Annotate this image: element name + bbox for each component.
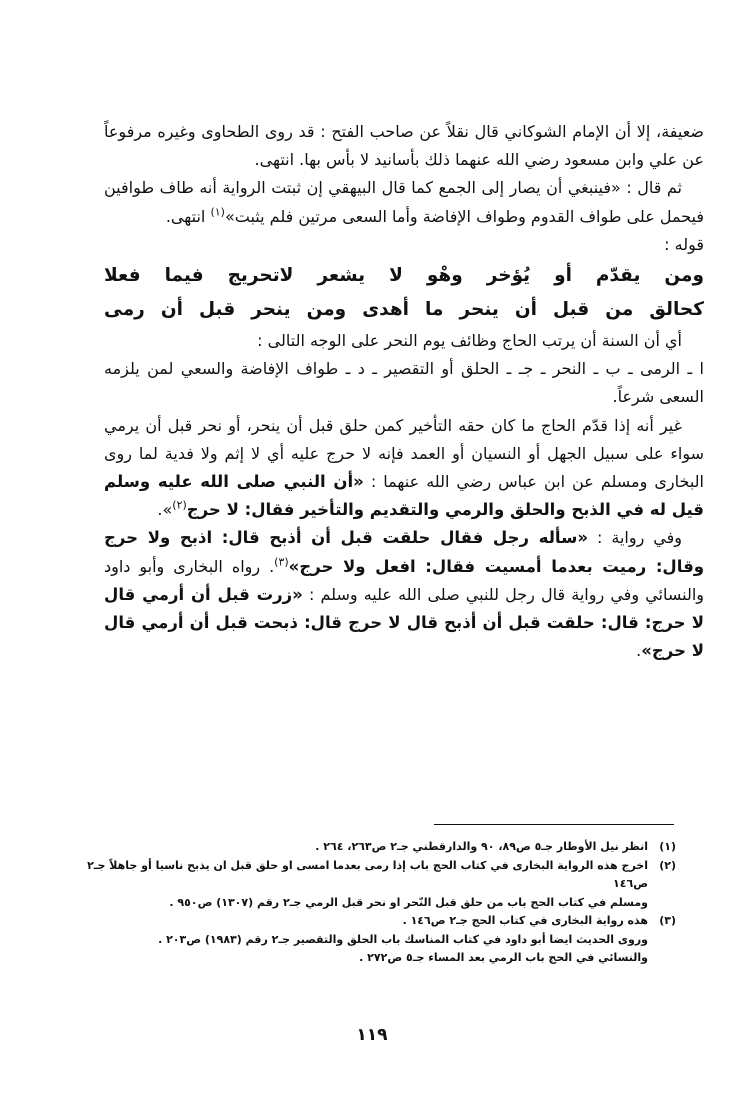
hadith-quote-3: «زرت قبل أن أرمي قال لا حرج: قال: حلقت قبل أن أذبح قال لا حرج قال: ذبحت قبل أن أرمي قال لا حرج» [104,584,704,661]
paragraph-4: ا ـ الرمى ـ ب ـ النحر ـ جـ ـ الحلق أو التقصير ـ د ـ طواف الإفاضة والسعي لمن يلزمه السعى شرعاً. [104,359,704,407]
paragraph-2-text: ثم قال : «فينبغي أن يصار إلى الجمع كما قال البيهقي إن ثبتت الرواية أنه طاف طوافين فيحمل على طواف القدوم وطواف الإفاضة وأما السعى مرتين فلم يثبت» [104,178,704,226]
hadith-quote-2: «سأله رجل فقال حلقت قبل أن أذبح قال: اذبح ولا حرج وقال: رميت بعدما أمسيت فقال: افعل ولا حرج» [104,528,704,576]
paragraph-3: أي أن السنة أن يرتب الحاج وظائف يوم النحر على الوجه التالى : [257,331,682,351]
paragraph-5 [104,412,704,525]
quote-label: قوله : [664,234,704,254]
footnote-number: (١) [659,840,676,853]
verse-line-1: ومن يقدّم أو يُؤخر وهْو لا يشعر لاتحريج فيما فعلا [104,265,704,287]
footnote-ref-3: (٣) [274,555,289,569]
footnote-1 [80,838,676,857]
page-number: ١١٩ [356,1025,388,1045]
verse-line-2: كحالق من قبل أن ينحر ما أهدى ومن ينحر قبل أن رمى [104,299,704,321]
footnote-3-continued: وروى الحديث ايضا أبو داود في كتاب المناسك باب الحلق والتقصير جـ٢ رقم (١٩٨٣) ص٢٠٣ . [158,932,648,946]
footnote-text: هذه رواية البخارى في كتاب الحج جـ٢ ص١٤٦ . [402,914,648,927]
footnote-3 [80,912,676,931]
paragraph-6-mid: . رواه البخارى وأبو داود والنسائي وفي رواية قال رجل للنبي صلى الله عليه وسلم : [104,556,705,604]
main-text [104,118,704,665]
paragraph-5-text: غير أنه إذا قدّم الحاج ما كان حقه التأخير كمن حلق قبل أن ينحر، أو نحر قبل أن يرمي سواء على سبيل الجهل أو النسيان أو العمد فإنه لا حرج عليه أي لا إثم ولا فدية لما روى البخارى ومسلم عن ابن عباس رضي الله عنهما : [104,415,704,492]
paragraph-6 [104,524,704,665]
footnote-text: اخرج هذه الرواية البخارى في كتاب الحج باب إذا رمى بعدما امسى او حلق قبل ان يذبح ناسيا أو جاهلاً جـ٢ ص١٤٦ [87,858,648,890]
footnote-text: انظر نيل الأوطار جـ٥ ص٨٩، ٩٠ والدارقطني جـ٢ ص٢٦٣، ٢٦٤ . [315,840,648,853]
footnote-2-continued: ومسلم في كتاب الحج باب من حلق قبل النّحر او نحر قبل الرمي جـ٢ رقم (١٣٠٧) ص٩٥٠ . [169,895,648,909]
footnotes [80,838,676,968]
paragraph-5-end: ». [157,500,173,520]
footnote-2 [80,857,676,894]
footnote-number: (٣) [659,914,676,927]
footnote-number: (٢) [659,858,676,872]
paragraph-6-intro: وفي رواية : [588,528,683,548]
paragraph-2 [104,174,704,230]
footnote-ref-1: (١) [210,205,225,219]
footnote-ref-2: (٢) [172,498,187,512]
paragraph-2-end: انتهى. [165,206,211,226]
paragraph-6-end: . [636,641,642,661]
paragraph-1: ضعيفة، إلا أن الإمام الشوكاني قال نقلاً عن صاحب الفتح : قد روى الطحاوى وغيره مرفوعاً عن علي وابن مسعود رضي الله عنهما ذلك بأسانيد لا بأس بها. انتهى. [104,122,704,170]
footnote-3-continued-2: والنسائي في الحج باب الرمي بعد المساء جـ٥ ص٢٧٢ . [359,951,648,964]
hadith-quote-1: «أن النبي صلى الله عليه وسلم قيل له في الذبح والحلق والرمي والتقديم والتأخير فقال: لا حرج [104,472,704,520]
footnote-divider [434,824,674,825]
